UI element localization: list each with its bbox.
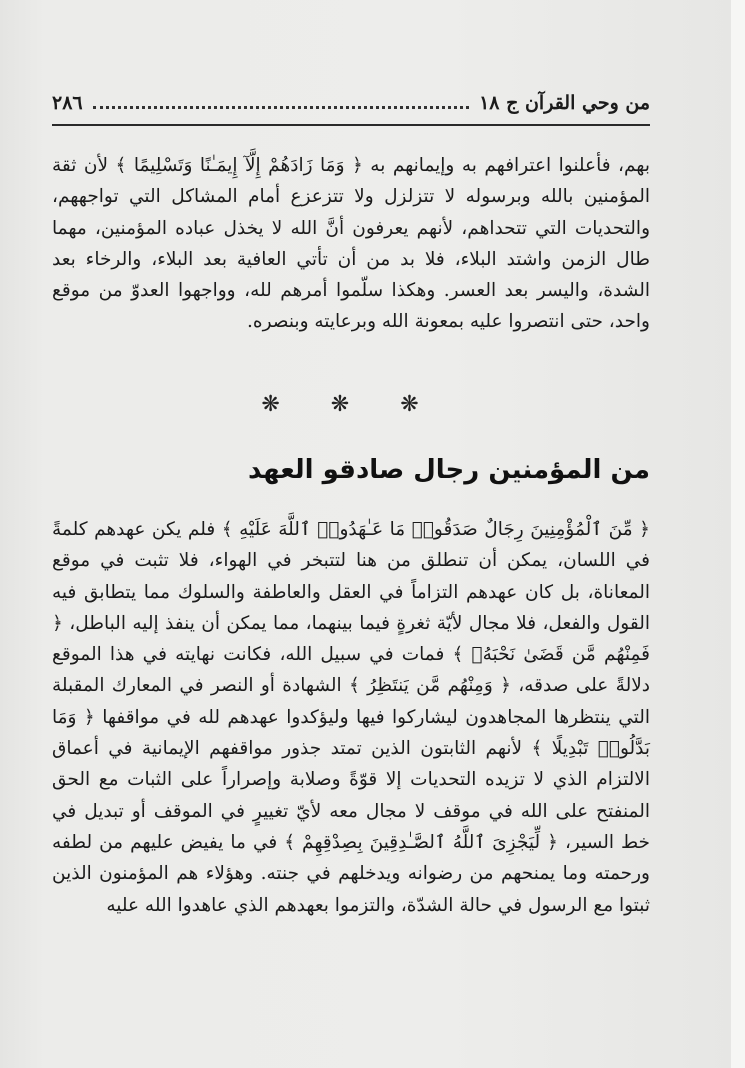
section-separator: ❋ ❋ ❋ <box>261 392 441 417</box>
leader-dots <box>93 106 469 109</box>
paragraph-2: ﴿ مِّنَ ٱلْمُؤْمِنِينَ رِجَالٌ صَدَقُوا۟ مَا عَـٰهَدُوا۟ ٱللَّهَ عَلَيْهِ ﴾ فلم يكن عهدهم كلمةً في اللسان، يمكن أن تنطلق من هنا لتتبخر في الهواء، فلا تثبت في موقع المعاناة، بل كان عهدهم التزاماً في العقل والعاطفة والسلوك مما يتطابق فيه القول والفعل، فلا مجال لأيّة ثغرةٍ فيما بينهما، مما يمكن أن ينفذ إليه الباطل، ﴿ فَمِنْهُم مَّن قَضَىٰ نَحْبَهُۥ ﴾ فمات في سبيل الله، فكانت نهايته في هذا الموقع دلالةً على صدقه، ﴿ وَمِنْهُم مَّن يَنتَظِرُ ﴾ الشهادة أو النصر في المعارك المقبلة التي ينتظرها المجاهدون ليشاركوا فيها وليؤكدوا عهدهم لله في مواقفها ﴿ وَمَا بَدَّلُوا۟ تَبْدِيلًا ﴾ لأنهم الثابتون الذين تمتد جذور مواقفهم الإيمانية في أعماق الالتزام الذي لا تزيده التحديات إلا قوّةً وصلابة وإصراراً على الثبات مع الحق المنفتح على الله في موقف لا مجال معه لأيّ تغييرٍ في الموقف أو تبديل في خط السير، ﴿ لِّيَجْزِىَ ٱللَّهُ ٱلصَّـٰدِقِينَ بِصِدْقِهِمْ ﴾ في ما يفيض عليهم من لطفه ورحمته وما يمنحهم من رضوانه ويدخلهم في جنته. وهؤلاء هم المؤمنون الذين ثبتوا مع الرسول في حالة الشدّة، والتزموا بعهدهم الذي عاهدوا الله عليه <box>52 519 650 916</box>
page-number: ٢٨٦ <box>52 92 83 114</box>
paragraph-1: بهم، فأعلنوا اعترافهم به وإيمانهم به ﴿ وَمَا زَادَهُمْ إِلَّآ إِيمَـٰنًا وَتَسْلِيمًا ﴾ لأن ثقة المؤمنين بالله وبرسوله لا تتزلزل ولا تتزعزع أمام المشاكل التي تواجههم، والتحديات التي تتحداهم، لأنهم يعرفون أنَّ الله لا يخذل عباده المؤمنين، مهما طال الزمن واشتد البلاء، فلا بد من أن تأتي العافية بعد البلاء، والرخاء بعد الشدة، واليسر بعد العسر. وهكذا سلّموا أمرهم لله، وواجهوا العدوّ من موقع واحد، حتى انتصروا عليه بمعونة الله وبرعايته وبنصره. <box>52 155 650 333</box>
running-header <box>52 86 650 120</box>
paragraph-section <box>52 514 650 921</box>
page-edge <box>731 0 745 1068</box>
book-title: من وحي القرآن ج ١٨ <box>479 92 650 114</box>
section-heading: من المؤمنين رجال صادقو العهد <box>248 455 650 485</box>
paragraph-continued <box>52 150 650 338</box>
header-rule <box>52 124 650 126</box>
